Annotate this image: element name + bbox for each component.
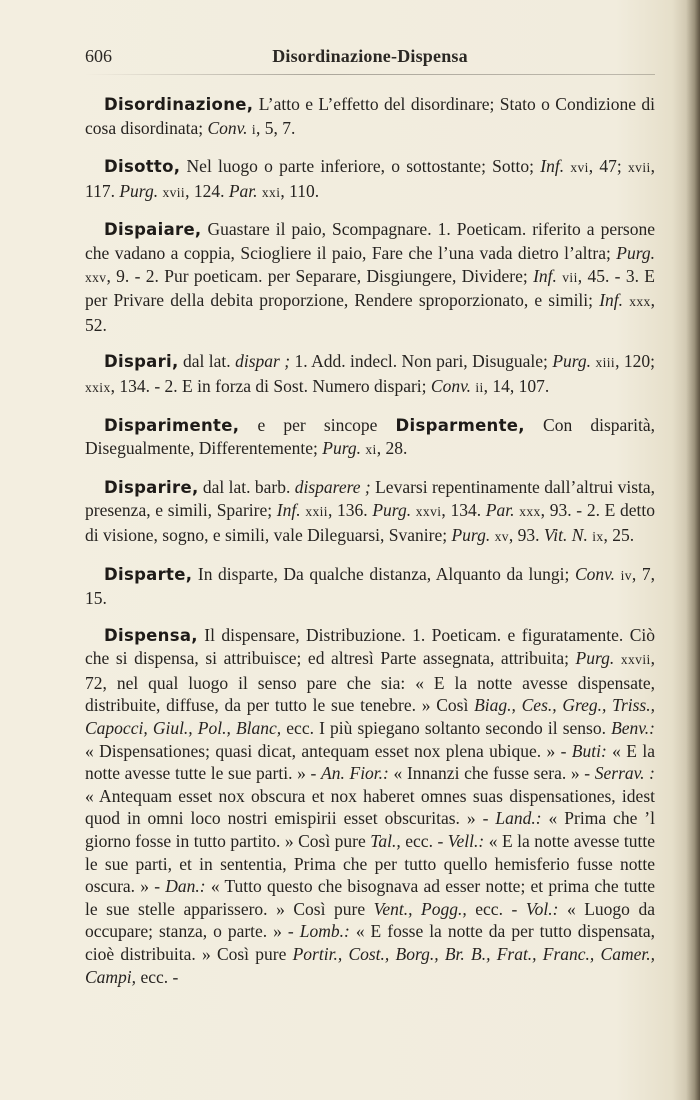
running-title: Disordinazione-Dispensa (272, 46, 468, 66)
roman-numeral: xxx (519, 504, 541, 520)
entry-disparire (85, 476, 655, 549)
citation: Purg. (119, 180, 159, 201)
entry-text: e per sincope (239, 414, 396, 435)
entry-disparimente (85, 414, 655, 462)
entry-disparte (85, 563, 655, 610)
entry-text: Il dispensare, Distribuzione. 1. Poeticam. e figuratamente. Ciò che si dispensa, si attribuisce; ed altresì Parte assegnata, attribuita; (85, 624, 655, 669)
entry-text: , 117. (85, 156, 655, 201)
page-number: 606 (85, 46, 112, 66)
entry-text: dal lat. (178, 351, 236, 372)
roman-numeral: ii (475, 379, 484, 395)
entry-text: ecc. - (400, 831, 448, 852)
citation: Inf. (533, 265, 557, 286)
entry-disotto (85, 155, 655, 204)
entry-text: , 93. (508, 524, 544, 545)
entry-text: Nel luogo o parte inferiore, o sottostante; Sotto; (180, 156, 541, 177)
roman-numeral: xxvii (620, 652, 651, 668)
citation: Lomb.: (299, 921, 350, 942)
page-header (85, 46, 655, 68)
entry-disordinazione (85, 93, 655, 141)
roman-numeral: xxii (305, 504, 328, 520)
roman-numeral: xvi (570, 160, 589, 176)
citation: Dan.: (165, 876, 206, 897)
entry-dispensa (85, 624, 655, 989)
roman-numeral: i (251, 121, 257, 137)
entry-dispari (85, 350, 655, 399)
roman-numeral: xxi (261, 184, 281, 200)
headword: Disotto, (104, 157, 181, 177)
citation: Par. (228, 180, 258, 201)
citation: disparere ; (294, 476, 371, 497)
entry-text: , 7, 15. (85, 563, 656, 609)
entry-text: , 25. (603, 524, 635, 545)
entry-text: Con disparità, Disegualmente, Differentemente; (85, 414, 655, 459)
entry-text: « Tutto questo che bisognava ad esser notte; et prima che tutte le sue stelle apparissero. » Così pure (85, 876, 655, 919)
citation: Purg. (372, 500, 412, 521)
entry-text: , 9. - 2. Pur poeticam. per Separare, Disgiungere, Dividere; (106, 265, 534, 286)
citation: Vol.: (525, 898, 559, 919)
headword: Dispensa, (104, 625, 198, 645)
entry-text: dal lat. barb. (198, 476, 295, 497)
roman-numeral: vii (562, 269, 578, 285)
citation: Purg. (451, 524, 491, 545)
citation: Conv. (430, 375, 471, 396)
headword: Disparimente, (104, 415, 240, 435)
citation: Vent., Pogg., (373, 898, 467, 919)
binding-edge (686, 0, 700, 1100)
headword: Dispari, (104, 352, 179, 372)
entry-text: , 134. - 2. E in forza di Sost. Numero dispari; (110, 375, 431, 396)
entry-text: , 47; (588, 156, 629, 177)
entry-text: « E la notte avesse tutte le sue parti. » - (85, 740, 655, 784)
headword: Dispaiare, (104, 220, 202, 240)
roman-numeral: xxv (85, 269, 107, 285)
entry-text: , 120; (615, 351, 655, 372)
citation: Land.: (495, 808, 542, 829)
citation: Buti: (571, 740, 607, 761)
roman-numeral: xxvi (415, 504, 442, 520)
citation: Purg. (575, 648, 615, 669)
entry-text: , 72, nel qual luogo il senso pare che sia: « E la notte avesse dispensate, distribuite, diffuse, da per tutto le sue tenebre. » Così (85, 648, 656, 716)
citation: An. Fior.: (321, 763, 389, 784)
citation: Inf. (540, 156, 565, 177)
citation: Par. (485, 500, 515, 521)
entry-text: , 134. (441, 500, 486, 521)
entry-text: « Antequam esset nox obscura et nox haberet omnes suas dispensationes, idest quod in omni loco nostri emispirii esset obscuritas. » - (85, 785, 655, 829)
entry-text: ecc. I più spiegano soltanto secondo il senso. (281, 718, 612, 739)
entry-text: , 124. (185, 180, 229, 201)
headword: Disparte, (104, 564, 193, 584)
roman-numeral: ix (592, 528, 604, 544)
entry-text: « Prima che ’l giorno fosse in tutto partito. » Così pure (85, 808, 655, 852)
citation: Conv. (574, 563, 616, 584)
citation: Purg. (552, 351, 592, 372)
citation: Vell.: (447, 831, 485, 852)
entry-text: « Innanzi che fusse sera. » - (388, 763, 595, 784)
entry-text: « Luogo da occupare; stanza, o parte. » - (85, 898, 655, 942)
entry-text: , 110. (280, 180, 320, 201)
citation: Serrav. : (594, 763, 656, 784)
citation: Tal., (370, 831, 401, 852)
dictionary-text (85, 93, 655, 1002)
entry-text: , 14, 107. (483, 375, 550, 396)
headword: Disordinazione, (104, 95, 254, 114)
entry-text: ecc. - (466, 898, 526, 919)
citation: Conv. (207, 117, 248, 138)
entry-text: L’atto e L’effetto del disordinare; Stato o Condizione di cosa disordinata; (85, 94, 655, 138)
citation: Inf. (276, 500, 301, 521)
entry-text: « Dispensationes; quasi dicat, antequam esset nox plena ubique. » - (85, 740, 572, 761)
entry-text (614, 648, 621, 668)
roman-numeral: xxix (85, 379, 111, 395)
entry-text: , 28. (376, 438, 408, 459)
entry-text: Guastare il paio, Scompagnare. 1. Poeticam. riferito a persone che vadano a coppia, Sciogliere il paio, Fare che l’una vada dietro l’altra; (85, 219, 655, 263)
citation: Purg. (616, 242, 655, 263)
citation: dispar ; (235, 351, 291, 372)
citation: Biag., Ces., Greg., Triss., Capocci, Giul., Pol., Blanc, (85, 695, 655, 739)
entry-text: « E la notte avesse tutte le sue parti, et in sententia, Prima che per tutto quello hemisferio fusse notte oscura. » - (85, 831, 655, 897)
citation: Vit. N. (543, 524, 588, 545)
entry-text: ecc. - (136, 966, 179, 987)
entry-text: , 136. (327, 500, 373, 521)
headword: Disparire, (104, 477, 199, 497)
header-rule (85, 74, 655, 75)
entry-text: Levarsi repentinamente dall’altrui vista, presenza, e simili, Sparire; (85, 476, 656, 521)
entry-text: 1. Add. indecl. Non pari, Disuguale; (290, 351, 553, 372)
roman-numeral: xv (494, 528, 509, 544)
roman-numeral: xiii (595, 355, 616, 371)
entry-text: , 45. - 3. E per Privare della debita proporzione, Rendere sproporzionato, e simili; (85, 265, 655, 311)
entry-text: , 93. - 2. E detto di visione, sogno, e simili, vale Dileguarsi, Svanire; (85, 500, 656, 545)
roman-numeral: iv (620, 567, 632, 583)
entry-text: « E fosse la notte da per tutto dispensata, cioè distribuita. » Così pure (85, 921, 655, 964)
entry-text: , 5, 7. (256, 117, 296, 138)
entry-text: In disparte, Da qualche distanza, Alquanto da lungi; (192, 563, 575, 584)
entry-dispaiare (85, 218, 655, 336)
citation: Inf. (599, 290, 624, 311)
citation: Benv.: (611, 718, 655, 739)
roman-numeral: xxx (629, 294, 651, 310)
citation: Purg. (322, 438, 362, 459)
roman-numeral: xi (365, 442, 377, 458)
roman-numeral: xvii (628, 160, 651, 176)
citation: Portir., Cost., Borg., Br. B., Frat., Franc., Camer., Campi, (85, 944, 655, 987)
roman-numeral: xvii (162, 184, 186, 200)
headword: Disparmente, (395, 415, 525, 435)
entry-text: , 52. (85, 290, 656, 335)
